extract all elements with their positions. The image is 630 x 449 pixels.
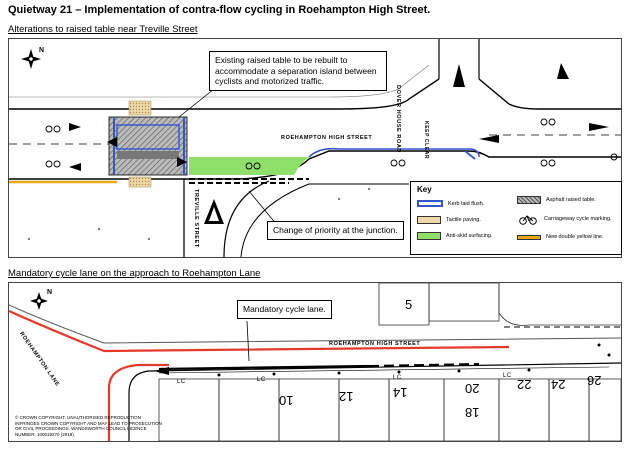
house-number: 5: [405, 297, 413, 312]
lamp-column-label: LC: [503, 373, 512, 379]
house-number: 26: [587, 373, 602, 388]
copyright-notice: © CROWN COPYRIGHT. UNAUTHORISED REPRODUCTION INFRINGES CROWN COPYRIGHT AND MAY LEAD TO PROSECUTION OR CIVIL PROCEEDINGS. WANDSWORTH COUNCIL LICENCE NUMBER: 100019270 (2018): [15, 415, 162, 437]
legend-item-kerb: Kerb laid flush.: [417, 200, 484, 207]
legend-item-raised-table: Asphalt raised table.: [517, 196, 596, 204]
house-number: 12: [339, 389, 354, 404]
north-arrow-icon: [30, 292, 48, 310]
house-number: 20: [465, 381, 480, 396]
anti-skid-surfacing: [189, 157, 309, 175]
callout-change-of-priority: Change of priority at the junction.: [267, 221, 404, 240]
street-label-roehampton-high-street-2: ROEHAMPTON HIGH STREET: [329, 341, 421, 347]
lamp-column-label: LC: [393, 375, 402, 381]
page-title: Quietway 21 – Implementation of contra-flow cycling in Roehampton High Street.: [8, 4, 431, 16]
bicycle-icon: [517, 213, 539, 225]
street-label-roehampton-high-street: ROEHAMPTON HIGH STREET: [281, 135, 373, 141]
north-label-2: N: [47, 289, 53, 296]
yellow-line-icon: [517, 235, 541, 240]
map-legend: [410, 181, 622, 255]
green-swatch-icon: [417, 232, 441, 240]
tactile-swatch-icon: [417, 216, 441, 224]
house-number: 14: [393, 385, 408, 400]
section1-heading: Alterations to raised table near Treville Street: [8, 24, 198, 35]
legend-item-anti-skid: Anti-skid surfacing.: [417, 232, 492, 240]
hatched-swatch-icon: [517, 196, 541, 204]
legend-item-yellow-line: New double yellow line.: [517, 234, 603, 240]
lamp-column-label: LC: [177, 379, 186, 385]
legend-item-cycle-marking: Carriageway cycle marking.: [517, 213, 612, 225]
legend-title: Key: [417, 185, 432, 194]
lamp-column-label: LC: [257, 377, 266, 383]
callout-mandatory-cycle-lane: Mandatory cycle lane.: [237, 300, 332, 319]
road-marking-keep-clear: KEEP CLEAR: [423, 121, 429, 160]
house-number: 10: [279, 393, 294, 408]
street-label-dover-house-road: DOVER HOUSE ROAD: [395, 85, 401, 153]
blue-line-icon: [417, 200, 443, 207]
house-number: 22: [517, 377, 532, 392]
mandatory-lane-line: [159, 366, 369, 369]
tactile-paving: [129, 101, 151, 115]
map-panel-cycle-lane: [8, 282, 622, 442]
legend-item-tactile: Tactile paving.: [417, 216, 481, 224]
give-way-triangle-icon: [453, 64, 465, 87]
street-label-roehampton-lane: ROEHAMPTON LANE: [18, 331, 61, 388]
callout-raised-table: Existing raised table to be rebuilt to accommodate a separation island between cyclists and motorized traffic.: [209, 51, 387, 91]
section2-heading: Mandatory cycle lane on the approach to Roehampton Lane: [8, 268, 261, 279]
house-number: 18: [465, 405, 480, 420]
north-arrow-icon: [21, 49, 41, 69]
north-label: N: [39, 47, 45, 54]
house-number: 24: [551, 377, 566, 392]
street-label-treville-street: TREVILLE STREET: [193, 189, 199, 248]
